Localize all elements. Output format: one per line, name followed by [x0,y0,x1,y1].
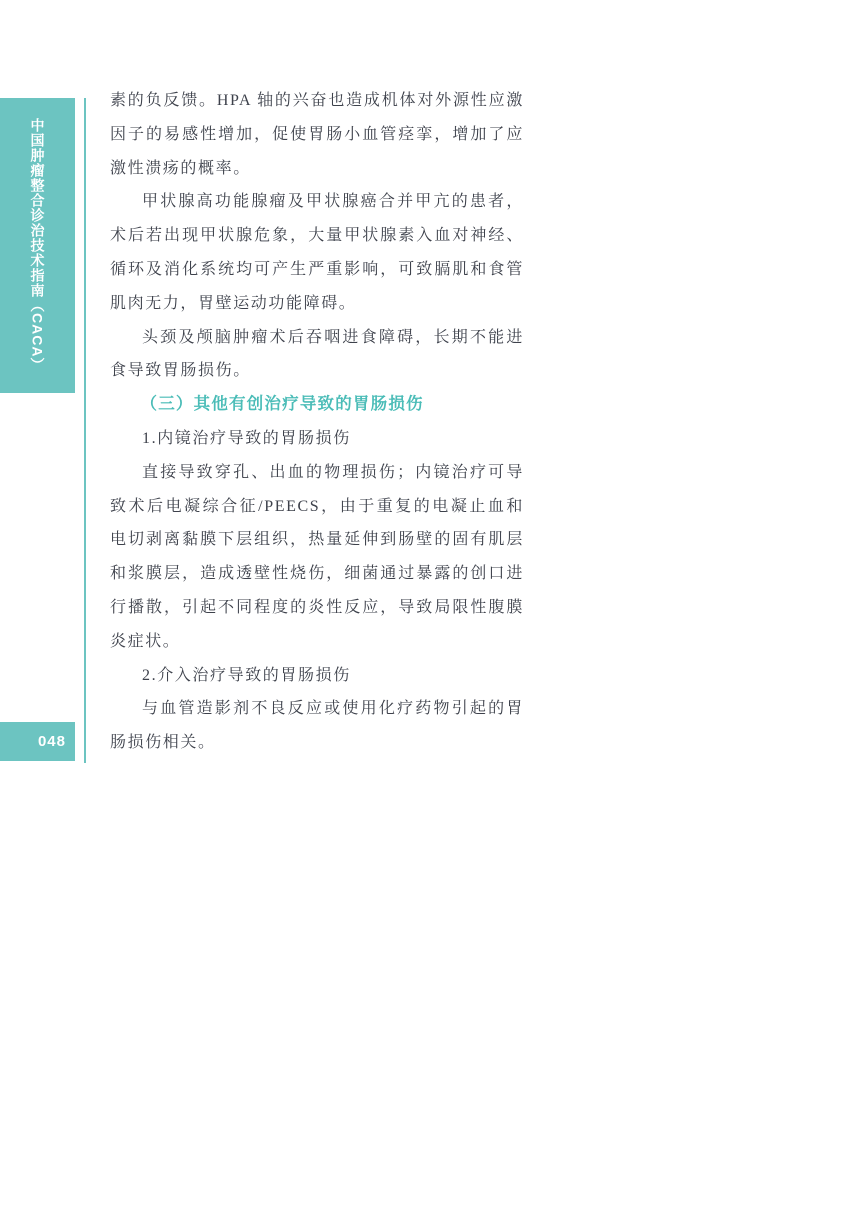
paragraph-endoscopic-detail: 直接导致穿孔、出血的物理损伤；内镜治疗可导致术后电凝综合征/PEECS，由于重复的电凝止血和电切剥离黏膜下层组织，热量延伸到肠壁的固有肌层和浆膜层，造成透壁性烧伤，细菌通过暴露的创口进行播散，引起不同程度的炎性反应，导致局限性腹膜炎症状。 [110,463,524,650]
paragraph-hpa-axis: 素的负反馈。HPA 轴的兴奋也造成机体对外源性应激因子的易感性增加，促使胃肠小血管痉挛，增加了应激性溃疡的概率。 [110,92,524,177]
paragraph-head-neck: 头颈及颅脑肿瘤术后吞咽进食障碍，长期不能进食导致胃肠损伤。 [110,328,524,380]
page-number-badge [0,722,75,761]
margin-divider-rule [84,98,86,763]
paragraph-thyroid: 甲状腺高功能腺瘤及甲状腺癌合并甲亢的患者，术后若出现甲状腺危象，大量甲状腺素入血对神经、循环及消化系统均可产生严重影响，可致膈肌和食管肌肉无力，胃壁运动功能障碍。 [110,193,524,312]
subitem-interventional-treatment: 2.介入治疗导致的胃肠损伤 [142,666,351,684]
body-text-column [110,84,524,760]
book-title-vertical: 中国肿瘤整合诊治技术指南（CACA） [29,118,46,373]
section-heading-other-invasive-treatment: （三）其他有创治疗导致的胃肠损伤 [140,395,424,414]
sidebar-book-title-tab [0,98,75,393]
subitem-endoscopic-treatment: 1.内镜治疗导致的胃肠损伤 [142,429,351,447]
paragraph-interventional-detail: 与血管造影剂不良反应或使用化疗药物引起的胃肠损伤相关。 [110,700,524,752]
page-number: 048 [37,733,66,750]
